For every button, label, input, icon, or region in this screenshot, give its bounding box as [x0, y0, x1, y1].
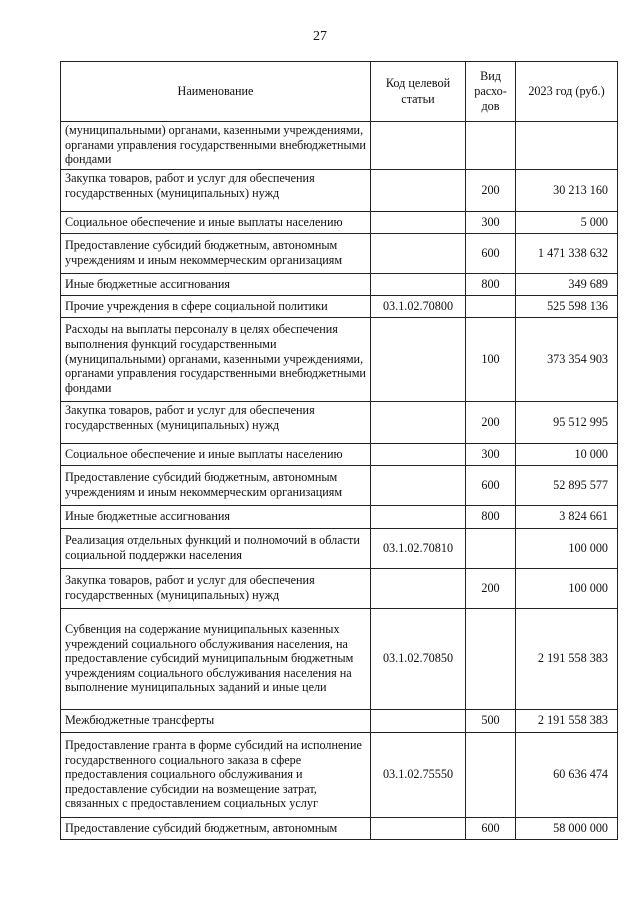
table-row [61, 122, 618, 170]
row-amount: 10 000 [516, 444, 618, 466]
row-code: 03.1.02.70810 [371, 529, 466, 569]
row-code [371, 234, 466, 274]
row-code: 03.1.02.70850 [371, 609, 466, 710]
row-code [371, 212, 466, 234]
row-type [466, 733, 516, 818]
row-name: Предоставление гранта в форме субсидий на исполнение государственного социального заказа в сфере предоставления социального обслуживания и предоставление субсидии на возмещение затрат, связанных с предоставлением социальных услуг [61, 733, 371, 818]
table-row [61, 296, 618, 318]
row-name: Реализация отдельных функций и полномочий в области социальной поддержки населения [61, 529, 371, 569]
row-name: Закупка товаров, работ и услуг для обеспечения государственных (муниципальных) нужд [61, 569, 371, 609]
row-type: 500 [466, 710, 516, 733]
row-name: Социальное обеспечение и иные выплаты населению [61, 212, 371, 234]
row-name: Закупка товаров, работ и услуг для обеспечения государственных (муниципальных) нужд [61, 170, 371, 212]
row-code [371, 122, 466, 170]
row-type: 200 [466, 402, 516, 444]
row-code: 03.1.02.70800 [371, 296, 466, 318]
row-code [371, 170, 466, 212]
row-name: Предоставление субсидий бюджетным, автономным учреждениям и иным некоммерческим организациям [61, 234, 371, 274]
row-amount: 95 512 995 [516, 402, 618, 444]
row-amount: 373 354 903 [516, 318, 618, 402]
header-amount: 2023 год (руб.) [516, 62, 618, 122]
row-type [466, 609, 516, 710]
row-code [371, 274, 466, 296]
table-row [61, 274, 618, 296]
row-name: Предоставление субсидий бюджетным, автономным [61, 818, 371, 840]
table-header-row [61, 62, 618, 122]
row-amount: 58 000 000 [516, 818, 618, 840]
header-type: Вид расхо-дов [466, 62, 516, 122]
table-row [61, 212, 618, 234]
row-type [466, 529, 516, 569]
row-amount: 5 000 [516, 212, 618, 234]
row-amount: 52 895 577 [516, 466, 618, 506]
table-row [61, 318, 618, 402]
table-row [61, 170, 618, 212]
row-amount: 100 000 [516, 569, 618, 609]
row-code: 03.1.02.75550 [371, 733, 466, 818]
row-type: 300 [466, 212, 516, 234]
table-row [61, 444, 618, 466]
table-row [61, 710, 618, 733]
row-type: 800 [466, 274, 516, 296]
row-type: 100 [466, 318, 516, 402]
row-name: Предоставление субсидий бюджетным, автономным учреждениям и иным некоммерческим организациям [61, 466, 371, 506]
table-row [61, 569, 618, 609]
table-row [61, 609, 618, 710]
row-code [371, 466, 466, 506]
row-code [371, 402, 466, 444]
row-amount: 349 689 [516, 274, 618, 296]
row-name: Прочие учреждения в сфере социальной политики [61, 296, 371, 318]
row-name: Расходы на выплаты персоналу в целях обеспечения выполнения функций государственными (муниципальными) органами, казенными учреждениями, органами управления государственными внебюджетными фондами [61, 318, 371, 402]
row-code [371, 818, 466, 840]
row-name: Иные бюджетные ассигнования [61, 506, 371, 529]
row-amount: 525 598 136 [516, 296, 618, 318]
row-amount: 30 213 160 [516, 170, 618, 212]
row-amount [516, 122, 618, 170]
row-type [466, 122, 516, 170]
row-code [371, 710, 466, 733]
row-name: Закупка товаров, работ и услуг для обеспечения государственных (муниципальных) нужд [61, 402, 371, 444]
row-name: Иные бюджетные ассигнования [61, 274, 371, 296]
row-type: 600 [466, 466, 516, 506]
header-code: Код целевой статьи [371, 62, 466, 122]
row-amount: 100 000 [516, 529, 618, 569]
row-code [371, 506, 466, 529]
table-row [61, 529, 618, 569]
table-row [61, 234, 618, 274]
row-code [371, 318, 466, 402]
row-type: 600 [466, 818, 516, 840]
table-row [61, 466, 618, 506]
row-amount: 3 824 661 [516, 506, 618, 529]
table-row [61, 818, 618, 840]
page-number: 27 [313, 29, 327, 44]
row-name: Субвенция на содержание муниципальных казенных учреждений социального обслуживания населения, на предоставление субсидий муниципальным бюджетным учреждениям социального обслуживания населения на выполнение муниципальных заданий и иные цели [61, 609, 371, 710]
row-amount: 60 636 474 [516, 733, 618, 818]
row-name: Социальное обеспечение и иные выплаты населению [61, 444, 371, 466]
row-type: 200 [466, 569, 516, 609]
row-code [371, 444, 466, 466]
row-type: 300 [466, 444, 516, 466]
budget-table [60, 61, 618, 840]
table-row [61, 733, 618, 818]
row-type [466, 296, 516, 318]
row-code [371, 569, 466, 609]
table-row [61, 402, 618, 444]
row-name: Межбюджетные трансферты [61, 710, 371, 733]
row-type: 200 [466, 170, 516, 212]
row-amount: 2 191 558 383 [516, 609, 618, 710]
row-type: 800 [466, 506, 516, 529]
row-name: (муниципальными) органами, казенными учреждениями, органами управления государственными внебюджетными фондами [61, 122, 371, 170]
table-row [61, 506, 618, 529]
row-amount: 2 191 558 383 [516, 710, 618, 733]
header-name: Наименование [61, 62, 371, 122]
row-amount: 1 471 338 632 [516, 234, 618, 274]
row-type: 600 [466, 234, 516, 274]
